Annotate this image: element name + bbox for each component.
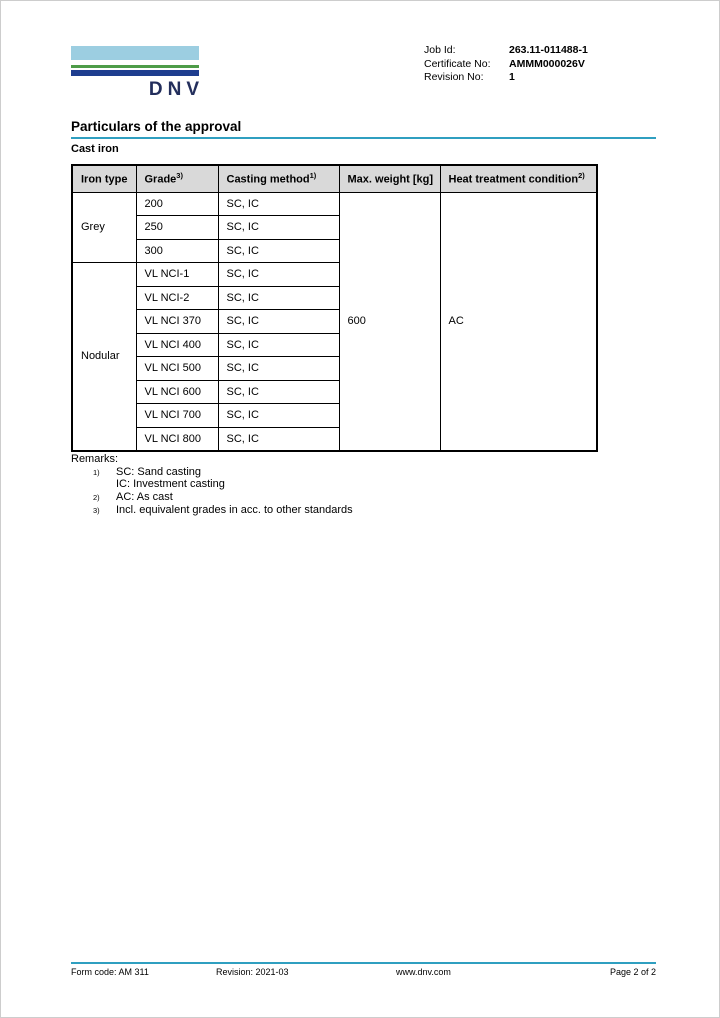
casting-method-cell: SC, IC	[218, 192, 339, 216]
casting-method-cell: SC, IC	[218, 286, 339, 310]
table-row	[72, 192, 597, 216]
logo-green-bar	[71, 65, 199, 68]
remark-number: 2)	[93, 492, 100, 502]
header-heat-treatment: Heat treatment condition$^{2)}$	[440, 165, 597, 192]
job-meta	[424, 44, 588, 85]
header-grade: Grade$^{3)}$	[136, 165, 218, 192]
revision-no-value: 1	[509, 71, 515, 83]
header-iron-type: Iron type	[72, 165, 136, 192]
page-title: Particulars of the approval	[71, 119, 242, 134]
grade-cell: VL NCI 370	[136, 310, 218, 334]
job-id-label: Job Id:	[424, 44, 456, 56]
job-id-value: 263.11-011488-1	[509, 44, 588, 56]
revision-no-row	[424, 71, 588, 85]
casting-method-cell: SC, IC	[218, 216, 339, 240]
grade-cell: 200	[136, 192, 218, 216]
casting-method-cell: SC, IC	[218, 427, 339, 451]
casting-method-cell: SC, IC	[218, 310, 339, 334]
max-weight-cell: 600	[339, 192, 440, 451]
approval-table-wrap	[71, 164, 598, 452]
grade-cell: VL NCI 600	[136, 380, 218, 404]
casting-method-cell: SC, IC	[218, 239, 339, 263]
remark-text: Incl. equivalent grades in acc. to other standards	[116, 504, 353, 516]
certificate-no-value: AMMM000026V	[509, 57, 585, 70]
header-max-weight: Max. weight [kg]	[339, 165, 440, 192]
remark-item	[71, 491, 353, 505]
footer	[71, 967, 656, 981]
casting-method-cell: SC, IC	[218, 357, 339, 381]
grade-cell: 300	[136, 239, 218, 263]
grade-cell: VL NCI 400	[136, 333, 218, 357]
logo-sky-bar	[71, 46, 199, 60]
grade-cell: VL NCI 800	[136, 427, 218, 451]
job-id-row	[424, 44, 588, 58]
revision-no-label: Revision No:	[424, 71, 484, 83]
grade-cell: VL NCI-2	[136, 286, 218, 310]
remark-text: SC: Sand casting IC: Investment casting	[116, 465, 225, 490]
table-header-row	[72, 165, 597, 192]
heat-treatment-cell: AC	[440, 192, 597, 451]
grade-cell: 250	[136, 216, 218, 240]
logo-navy-bar	[71, 70, 199, 76]
certificate-no-row	[424, 58, 588, 72]
casting-method-cell: SC, IC	[218, 263, 339, 287]
header-casting-method: Casting method$^{1)}$	[218, 165, 339, 192]
remark-item	[71, 504, 353, 518]
remark-number: 3)	[93, 506, 100, 515]
remarks-title: Remarks:	[71, 453, 119, 465]
brand-logo	[71, 46, 204, 101]
casting-method-cell: SC, IC	[218, 333, 339, 357]
footer-divider	[71, 962, 656, 964]
iron-type-cell-nodular: Nodular	[72, 263, 136, 451]
cast-iron-heading: Cast iron	[71, 143, 119, 155]
remarks	[71, 453, 353, 518]
remark-item	[71, 466, 353, 491]
grade-cell: VL NCI 700	[136, 404, 218, 428]
grade-cell: VL NCI-1	[136, 263, 218, 287]
title-divider	[71, 137, 656, 139]
remark-number: 1)	[93, 467, 100, 477]
footer-url: www.dnv.com	[396, 967, 451, 977]
remark-text: AC: As cast	[116, 490, 173, 503]
casting-method-cell: SC, IC	[218, 404, 339, 428]
certificate-no-label: Certificate No:	[424, 57, 491, 70]
footer-revision: Revision: 2021-03	[216, 967, 289, 977]
grade-cell: VL NCI 500	[136, 357, 218, 381]
footer-form-code: Form code: AM 311	[71, 967, 149, 977]
approval-table	[71, 164, 598, 452]
iron-type-cell-grey: Grey	[72, 192, 136, 263]
casting-method-cell: SC, IC	[218, 380, 339, 404]
brand-wordmark: DNV	[148, 79, 204, 100]
footer-page-number: Page 2 of 2	[609, 967, 656, 977]
